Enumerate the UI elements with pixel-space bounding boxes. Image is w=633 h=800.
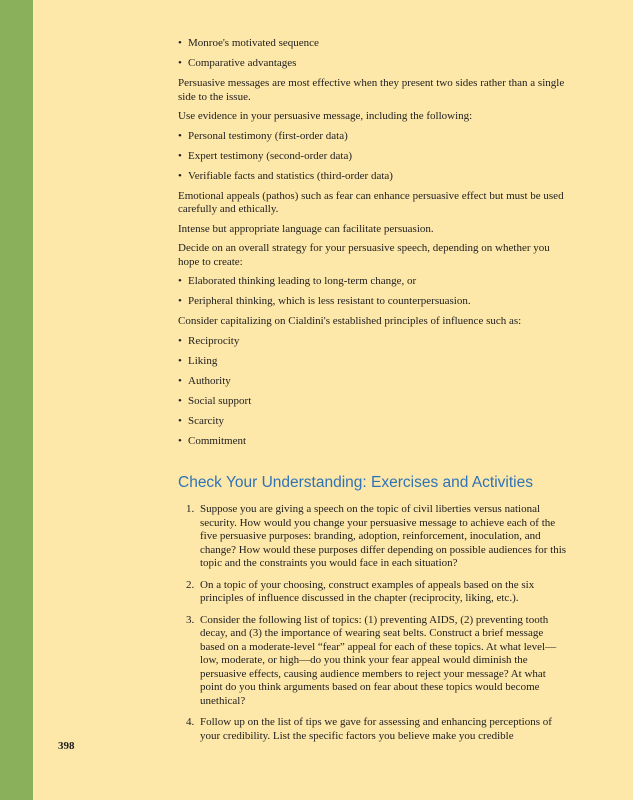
paragraph-two-sides: Persuasive messages are most effective when they present two sides rather than a single side to the issue. (178, 77, 565, 103)
exercise-text: Suppose you are giving a speech on the topic of civil liberties versus national security. How would you change your persuasive message to achieve each of the five persuasive purposes: branding, adoption, reinforcement, inoculation, and change? How would these purposes differ depending on possible audiences for this topic and the constraints you would face in each situation? (200, 503, 567, 569)
list-item: • Liking (178, 355, 568, 369)
list-item: • Peripheral thinking, which is less resistant to counterpersuasion. (178, 295, 568, 309)
list-item: • Comparative advantages (178, 57, 568, 71)
exercise-text: Follow up on the list of tips we gave for assessing and enhancing perceptions of your credibility. List the specific factors you believe make you credible (200, 716, 552, 742)
exercise-item (186, 579, 568, 606)
list-item: • Reciprocity (178, 335, 568, 349)
list-item: • Authority (178, 375, 568, 389)
margin-accent-bar (0, 0, 33, 800)
list-item: • Personal testimony (first-order data) (178, 130, 568, 144)
list-item: • Elaborated thinking leading to long-term change, or (178, 275, 568, 289)
persuasion-methods-list (178, 37, 568, 71)
list-item: • Verifiable facts and statistics (third-order data) (178, 170, 568, 184)
influence-principles-list (178, 335, 568, 449)
exercise-text: Consider the following list of topics: (1) preventing AIDS, (2) preventing tooth decay, and (3) the importance of wearing seat belts. Construct a brief message based on a moderate-level “fear” appeal for each of these topics. At what level—low, moderate, or high—do you think your fear appeal would diminish the persuasive effects, causing audience members to reject your message? At what point do you think arguments based on fear about these topics would become unethical? (200, 613, 557, 707)
list-item: • Scarcity (178, 415, 568, 429)
page-number: 398 (58, 740, 75, 752)
paragraph-language: Intense but appropriate language can facilitate persuasion. (178, 222, 434, 235)
evidence-list (178, 130, 568, 184)
exercise-item (186, 716, 568, 743)
exercise-text: On a topic of your choosing, construct examples of appeals based on the six principles of influence discussed in the chapter (reciprocity, liking, etc.). (200, 578, 535, 604)
paragraph-cialdini: Consider capitalizing on Cialdini's established principles of influence such as: (178, 315, 522, 327)
section-heading: Check Your Understanding: Exercises and Activities (178, 474, 533, 491)
paragraph-strategy: Decide on an overall strategy for your persuasive speech, depending on whether you hope to create: (178, 242, 550, 268)
list-item: • Monroe's motivated sequence (178, 37, 568, 51)
strategy-list (178, 275, 568, 309)
paragraph-emotional-appeals: Emotional appeals (pathos) such as fear can enhance persuasive effect but must be used carefully and ethically. (178, 189, 564, 215)
exercise-number: 2. (186, 578, 195, 591)
list-item: • Expert testimony (second-order data) (178, 150, 568, 164)
exercise-item (186, 614, 568, 709)
exercise-item (186, 503, 568, 571)
exercise-number: 4. (186, 716, 195, 728)
list-item: • Commitment (178, 435, 568, 449)
exercise-number: 1. (186, 503, 195, 515)
exercises-list (178, 503, 568, 743)
paragraph-evidence: Use evidence in your persuasive message, including the following: (178, 110, 473, 122)
exercise-number: 3. (186, 613, 195, 626)
page-content (178, 35, 568, 751)
list-item: • Social support (178, 395, 568, 409)
